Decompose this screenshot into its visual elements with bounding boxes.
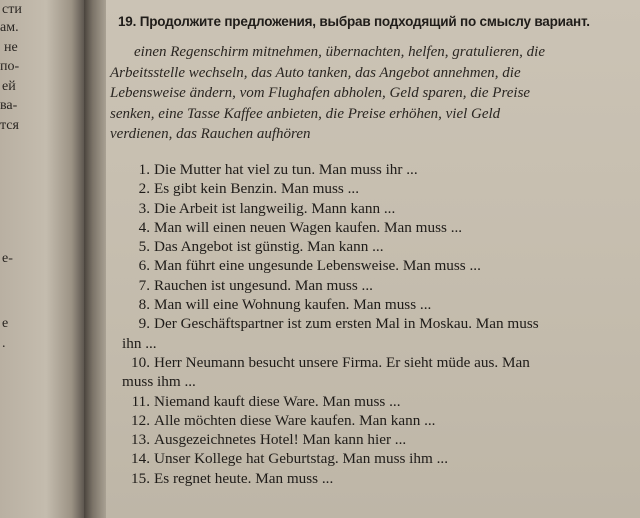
left-page-fragment: ей (2, 79, 16, 94)
list-item (122, 179, 632, 198)
item-text: Unser Kollege hat Geburtstag. Man muss ihm ... (154, 450, 448, 468)
right-page (106, 0, 640, 518)
list-item (122, 430, 632, 449)
left-page-fragment: ва- (0, 98, 18, 113)
list-item (122, 199, 632, 218)
item-text: Rauchen ist ungesund. Man muss ... (154, 276, 373, 294)
item-text: Der Geschäftspartner ist zum ersten Mal in Moskau. Man muss (154, 315, 539, 333)
item-number: 12. (131, 411, 150, 429)
left-page-fragment: по- (0, 59, 20, 74)
item-number: 2. (138, 180, 150, 198)
item-text: Es gibt kein Benzin. Man muss ... (154, 180, 360, 198)
item-text: Die Mutter hat viel zu tun. Man muss ihr ... (154, 161, 418, 178)
item-number: 8. (138, 296, 150, 314)
word-bank (110, 42, 630, 145)
word-bank-line: einen Regenschirm mitnehmen, übernachten, helfen, gratulieren, die (134, 44, 545, 60)
item-number: 3. (138, 199, 150, 217)
list-item (122, 218, 632, 237)
item-text: Herr Neumann besucht unsere Firma. Er sieht müde aus. Man (154, 353, 530, 371)
item-number: 6. (138, 257, 150, 275)
item-continuation: muss ihm ... (122, 373, 196, 391)
left-page-fragment: е (2, 316, 9, 331)
item-text: Man führt eine ungesunde Lebensweise. Man muss ... (154, 257, 481, 275)
left-page-edge (0, 0, 84, 518)
item-number: 10. (131, 353, 150, 371)
item-number: 9. (138, 315, 150, 333)
list-item (122, 276, 632, 295)
list-item (122, 295, 632, 314)
list-item (122, 237, 632, 256)
item-number: 15. (131, 469, 150, 487)
word-bank-line: Arbeitsstelle wechseln, das Auto tanken, das Angebot annehmen, die (110, 64, 521, 81)
item-number: 11. (131, 392, 150, 410)
word-bank-line: senken, eine Tasse Kaffee anbieten, die Preise erhöhen, viel Geld (110, 105, 501, 122)
list-item (122, 411, 632, 430)
list-item (122, 256, 632, 275)
item-number: 14. (131, 450, 150, 468)
item-continuation: ihn ... (122, 334, 157, 352)
item-text: Es regnet heute. Man muss ... (154, 469, 334, 487)
item-number: 7. (138, 276, 150, 294)
item-number: 4. (138, 218, 150, 236)
book-gutter (84, 0, 106, 518)
item-text: Ausgezeichnetes Hotel! Man kann hier ... (154, 431, 407, 449)
item-text: Das Angebot ist günstig. Man kann ... (154, 238, 384, 256)
list-item (122, 353, 632, 392)
item-text: Niemand kauft diese Ware. Man muss ... (154, 392, 401, 410)
left-page-fragment: тся (0, 118, 19, 133)
list-item (122, 469, 632, 488)
item-text: Alle möchten diese Ware kaufen. Man kann ... (154, 411, 436, 429)
word-bank-line: verdienen, das Rauchen aufhören (110, 126, 311, 142)
left-page-fragment: ам. (0, 20, 19, 35)
item-text: Die Arbeit ist langweilig. Mann kann ... (154, 199, 396, 217)
list-item (122, 449, 632, 468)
word-bank-line: Lebensweise ändern, vom Flughafen abholen, Geld sparen, die Preise (110, 85, 531, 101)
list-item (122, 392, 632, 411)
exercise-title: 19. Продолжите предложения, выбрав подходящий по смыслу вариант. (118, 14, 590, 29)
left-page-fragment: е- (2, 251, 13, 266)
item-number: 5. (138, 238, 150, 256)
left-page-fragment: не (4, 40, 18, 55)
list-item (122, 314, 632, 353)
item-number: 1. (138, 161, 150, 178)
left-page-fragment: . (2, 336, 6, 351)
left-page-fragment: сти (2, 2, 22, 17)
list-item (122, 160, 632, 179)
sentence-list (122, 160, 632, 488)
item-text: Man will einen neuen Wagen kaufen. Man muss ... (154, 218, 463, 236)
item-number: 13. (131, 431, 150, 449)
item-text: Man will eine Wohnung kaufen. Man muss ... (154, 296, 432, 314)
